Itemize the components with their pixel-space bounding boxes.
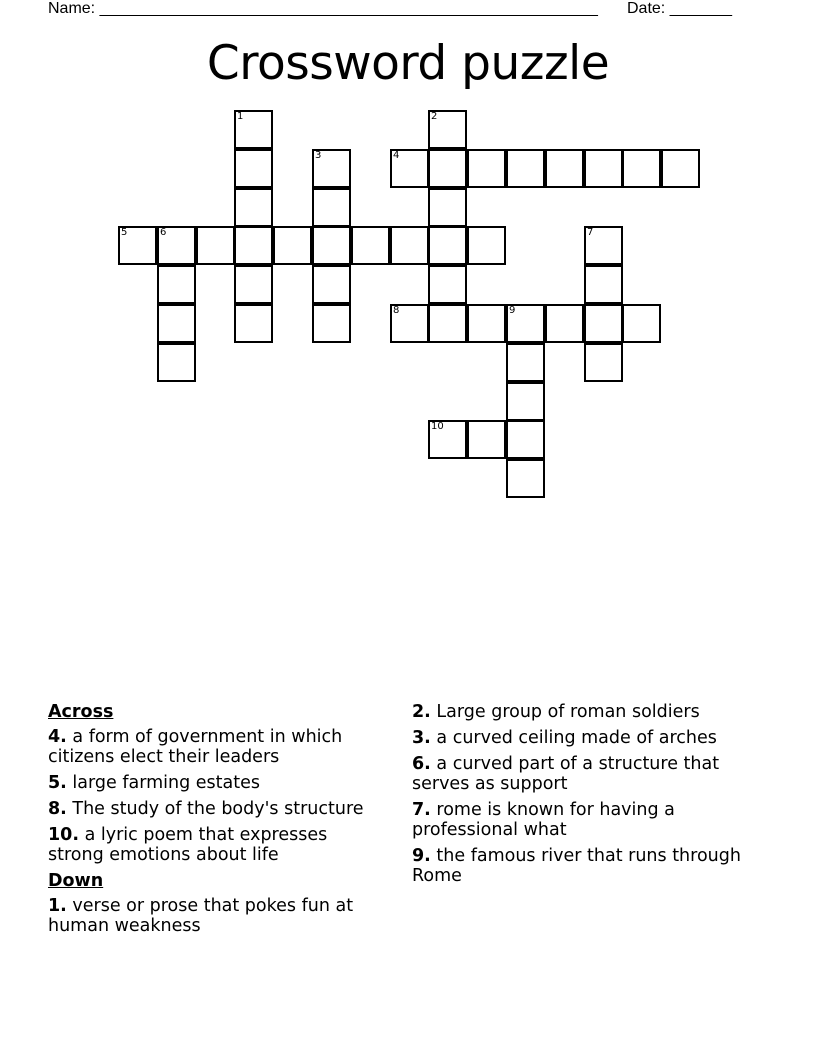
grid-cell[interactable] (234, 226, 273, 265)
grid-cell[interactable] (312, 226, 351, 265)
clue-text: a curved ceiling made of arches (436, 728, 717, 748)
clue-number-label: 7 (587, 227, 594, 238)
grid-cell[interactable] (467, 420, 506, 459)
clue-number-label: 8 (393, 305, 400, 316)
clues-right-column (412, 702, 772, 892)
clue-text: verse or prose that pokes fun at human weakness (48, 896, 354, 936)
clue-text: large farming estates (72, 773, 260, 793)
clue-across-5 (48, 773, 388, 793)
grid-cell[interactable] (428, 304, 467, 343)
grid-cell[interactable] (506, 382, 545, 421)
grid-cell[interactable] (584, 265, 623, 304)
clue-number-label: 2 (431, 111, 438, 122)
grid-cell[interactable] (467, 304, 506, 343)
grid-cell[interactable] (506, 343, 545, 382)
clue-number: 6. (412, 754, 431, 774)
grid-cell[interactable] (622, 304, 661, 343)
clue-number-label: 5 (121, 227, 128, 238)
grid-cell[interactable] (312, 188, 351, 227)
grid-cell[interactable] (584, 304, 623, 343)
grid-cell[interactable] (312, 265, 351, 304)
clue-number-label: 3 (315, 150, 322, 161)
grid-cell[interactable] (312, 149, 351, 188)
grid-cell[interactable] (234, 304, 273, 343)
grid-cell[interactable] (273, 226, 312, 265)
clue-number-label: 9 (509, 305, 516, 316)
down-heading: Down (48, 871, 104, 891)
grid-cell[interactable] (390, 149, 429, 188)
clue-across-4 (48, 727, 388, 767)
clue-text: a form of government in which citizens elect their leaders (48, 727, 343, 767)
clue-across-8 (48, 799, 388, 819)
grid-cell[interactable] (157, 343, 196, 382)
clue-text: a lyric poem that expresses strong emotions about life (48, 825, 328, 865)
clue-down-6 (412, 754, 772, 794)
grid-cell[interactable] (584, 226, 623, 265)
across-heading: Across (48, 702, 114, 722)
grid-cell[interactable] (234, 149, 273, 188)
clue-across-10 (48, 825, 388, 865)
clue-number-label: 10 (431, 421, 444, 432)
clue-down-7 (412, 800, 772, 840)
clue-number: 10. (48, 825, 80, 845)
clue-number: 8. (48, 799, 67, 819)
grid-cell[interactable] (545, 149, 584, 188)
name-field[interactable]: Name: ________________________________________________________ (48, 0, 598, 17)
grid-cell[interactable] (545, 304, 584, 343)
clue-down-1 (48, 896, 388, 936)
grid-cell[interactable] (234, 188, 273, 227)
grid-cell[interactable] (661, 149, 700, 188)
clue-down-9 (412, 846, 772, 886)
clue-number-label: 1 (237, 111, 244, 122)
grid-cell[interactable] (157, 226, 196, 265)
clue-text: the famous river that runs through Rome (412, 846, 741, 886)
grid-cell[interactable] (467, 226, 506, 265)
grid-cell[interactable] (467, 149, 506, 188)
grid-cell[interactable] (390, 304, 429, 343)
clue-down-3 (412, 728, 772, 748)
grid-cell[interactable] (157, 304, 196, 343)
grid-cell[interactable] (506, 420, 545, 459)
grid-cell[interactable] (234, 110, 273, 149)
clue-number: 5. (48, 773, 67, 793)
clue-number: 7. (412, 800, 431, 820)
grid-cell[interactable] (351, 226, 390, 265)
grid-cell[interactable] (584, 149, 623, 188)
grid-cell[interactable] (506, 149, 545, 188)
grid-cell[interactable] (234, 265, 273, 304)
grid-cell[interactable] (312, 304, 351, 343)
clue-number: 2. (412, 702, 431, 722)
clue-number: 9. (412, 846, 431, 866)
grid-cell[interactable] (428, 149, 467, 188)
clue-number-label: 4 (393, 150, 400, 161)
grid-cell[interactable] (506, 459, 545, 498)
grid-cell[interactable] (157, 265, 196, 304)
grid-cell[interactable] (584, 343, 623, 382)
grid-cell[interactable] (118, 226, 157, 265)
page-title: Crossword puzzle (206, 36, 610, 91)
grid-cell[interactable] (428, 265, 467, 304)
clues-left-column (48, 702, 388, 942)
grid-cell[interactable] (428, 226, 467, 265)
grid-cell[interactable] (390, 226, 429, 265)
clue-number-label: 6 (160, 227, 167, 238)
clue-number: 4. (48, 727, 67, 747)
grid-cell[interactable] (428, 110, 467, 149)
grid-cell[interactable] (428, 420, 467, 459)
clue-down-2 (412, 702, 772, 722)
grid-cell[interactable] (428, 188, 467, 227)
clue-text: a curved part of a structure that serves as support (412, 754, 720, 794)
clue-text: The study of the body's structure (72, 799, 364, 819)
grid-cell[interactable] (506, 304, 545, 343)
clue-text: rome is known for having a professional what (412, 800, 675, 840)
crossword-grid (0, 0, 816, 520)
date-field[interactable]: Date: _______ (627, 0, 732, 17)
grid-cell[interactable] (622, 149, 661, 188)
grid-cell[interactable] (196, 226, 235, 265)
clue-number: 1. (48, 896, 67, 916)
clue-number: 3. (412, 728, 431, 748)
clue-text: Large group of roman soldiers (436, 702, 700, 722)
